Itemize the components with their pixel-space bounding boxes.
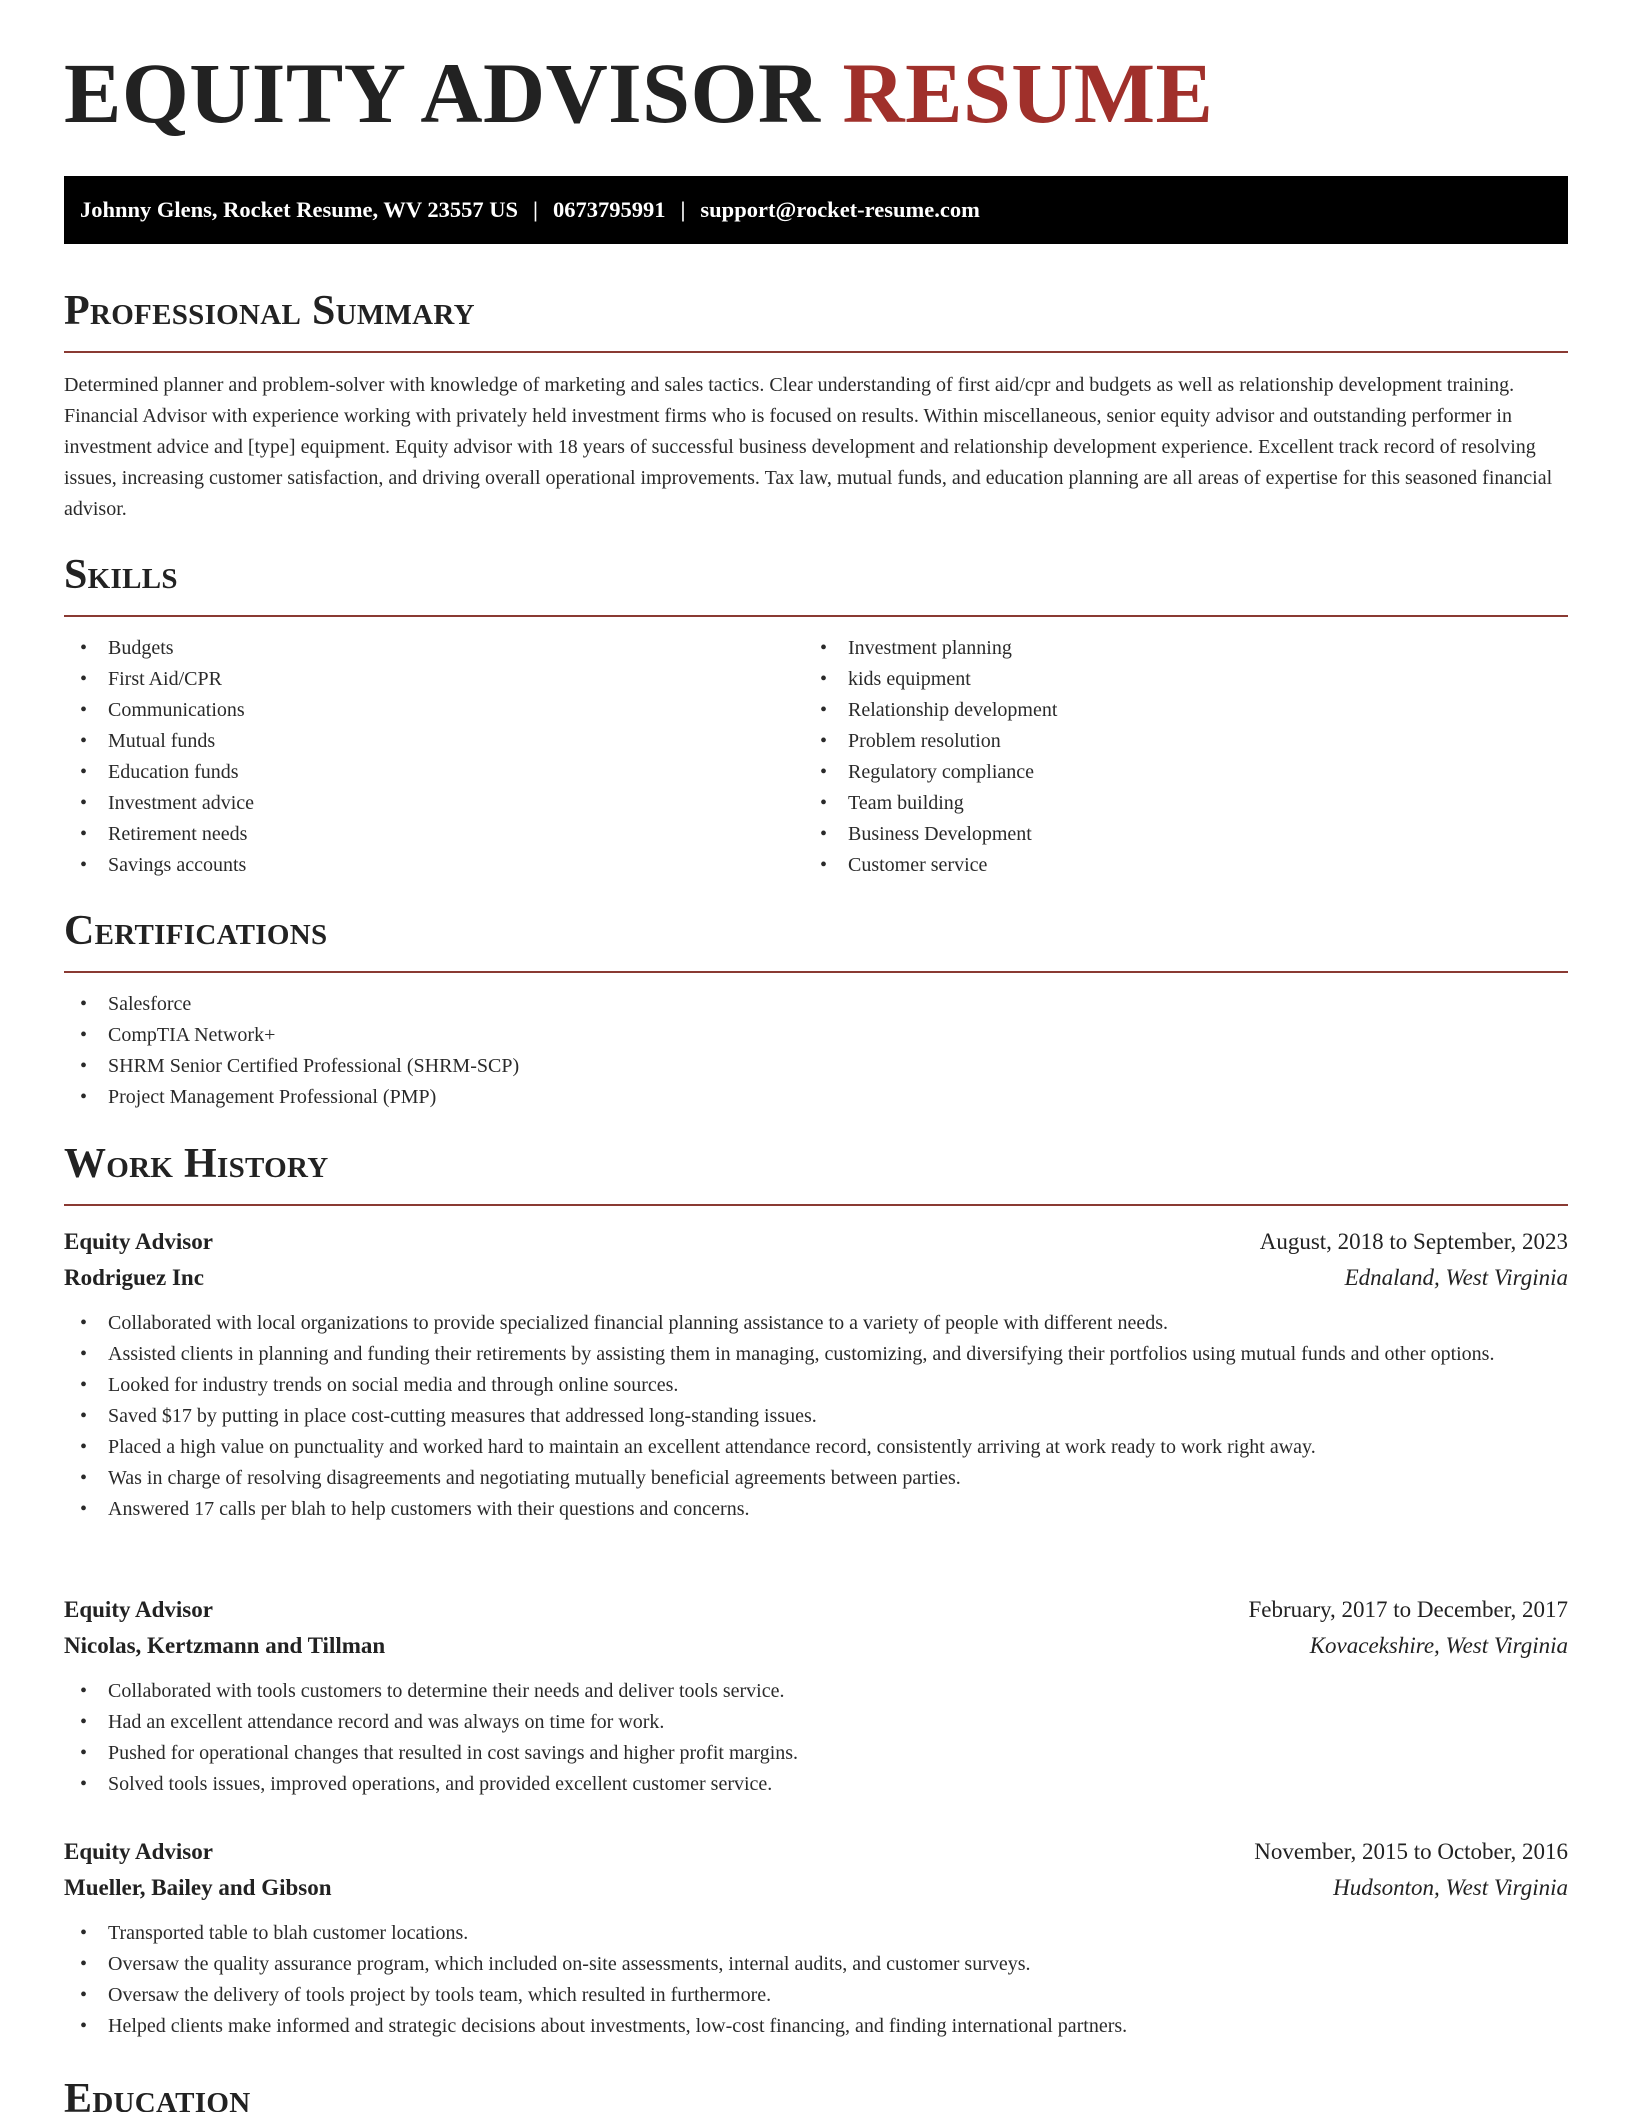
certification-item: • CompTIA Network+ <box>64 1020 1568 1051</box>
job-bullets <box>64 1918 1568 2042</box>
job-bullet: • Had an excellent attendance record and was always on time for work. <box>64 1707 1568 1738</box>
certifications-list-container <box>64 989 1568 1113</box>
skill-item: • Savings accounts <box>64 850 764 881</box>
section-divider <box>64 615 1568 617</box>
job-dates: February, 2017 to December, 2017 <box>1248 1597 1568 1622</box>
job-company: Rodriguez Inc <box>64 1265 204 1290</box>
summary-text: Determined planner and problem-solver with knowledge of marketing and sales tactics. Clear understanding of first aid/cpr and budgets as well as relationship development training. Financial Advisor with experience working with privately held investment firms who is focused on results. Within miscellaneous, senior equity advisor and outstanding performer in investment advice and [type] equipment. Equity advisor with 18 years of successful business development and relationship development experience. Excellent track record of resolving issues, increasing customer satisfaction, and driving overall operational improvements. Tax law, mutual funds, and education planning are all areas of expertise for this seasoned financial advisor. <box>64 374 1553 520</box>
certification-item: • SHRM Senior Certified Professional (SHRM-SCP) <box>64 1051 1568 1082</box>
contact-separator: | <box>532 197 538 222</box>
skills-section <box>64 554 1568 596</box>
job-bullet: • Collaborated with tools customers to determine their needs and deliver tools service. <box>64 1676 1568 1707</box>
job-bullet: • Helped clients make informed and strategic decisions about investments, low-cost financing, and finding international partners. <box>64 2011 1568 2042</box>
certifications-list <box>64 989 1568 1113</box>
skill-item: • Mutual funds <box>64 726 764 757</box>
skill-item: • Business Development <box>804 819 1504 850</box>
skill-item: • Education funds <box>64 757 764 788</box>
contact-bar <box>64 176 1568 244</box>
work-history-heading: Work History <box>64 1141 329 1187</box>
job-company-row <box>64 1870 1568 1906</box>
job-bullet: • Looked for industry trends on social media and through online sources. <box>64 1370 1568 1401</box>
resume-title <box>64 45 1214 141</box>
job-bullets <box>64 1676 1568 1800</box>
job-dates: November, 2015 to October, 2016 <box>1254 1839 1568 1864</box>
education-heading: Education <box>64 2076 251 2112</box>
section-divider <box>64 1204 1568 1206</box>
job-entry <box>64 1834 1568 2042</box>
job-location: Ednaland, West Virginia <box>1344 1265 1568 1290</box>
title-accent: RESUME <box>842 45 1214 141</box>
skill-item: • kids equipment <box>804 664 1504 695</box>
job-title: Equity Advisor <box>64 1597 213 1622</box>
job-bullet: • Answered 17 calls per blah to help customers with their questions and concerns. <box>64 1494 1568 1525</box>
certifications-heading: Certifications <box>64 908 328 954</box>
contact-email: support@rocket-resume.com <box>700 197 980 222</box>
skills-column-left <box>64 633 764 881</box>
skill-item: • Team building <box>804 788 1504 819</box>
skill-item: • Regulatory compliance <box>804 757 1504 788</box>
job-bullet: • Pushed for operational changes that resulted in cost savings and higher profit margins. <box>64 1738 1568 1769</box>
job-company-row <box>64 1260 1568 1296</box>
title-main: EQUITY ADVISOR <box>64 45 821 141</box>
job-title-row <box>64 1224 1568 1260</box>
contact-address: Johnny Glens, Rocket Resume, WV 23557 US <box>80 197 518 222</box>
skills-heading: Skills <box>64 552 178 598</box>
skills-column-right <box>804 633 1504 881</box>
skill-item: • First Aid/CPR <box>64 664 764 695</box>
job-bullet: • Oversaw the delivery of tools project by tools team, which resulted in furthermore. <box>64 1980 1568 2011</box>
job-title-row <box>64 1592 1568 1628</box>
job-bullet: • Saved $17 by putting in place cost-cutting measures that addressed long-standing issues. <box>64 1401 1568 1432</box>
job-location: Kovacekshire, West Virginia <box>1309 1633 1568 1658</box>
skill-item: • Customer service <box>804 850 1504 881</box>
contact-phone: 0673795991 <box>552 197 666 222</box>
contact-separator: | <box>680 197 686 222</box>
job-company: Mueller, Bailey and Gibson <box>64 1875 332 1900</box>
skill-item: • Investment planning <box>804 633 1504 664</box>
skill-item: • Problem resolution <box>804 726 1504 757</box>
skill-item: • Relationship development <box>804 695 1504 726</box>
certification-item: • Salesforce <box>64 989 1568 1020</box>
job-entry <box>64 1224 1568 1525</box>
job-title-row <box>64 1834 1568 1870</box>
education-section <box>64 2078 1568 2112</box>
job-bullet: • Oversaw the quality assurance program, which included on-site assessments, internal audits, and customer surveys. <box>64 1949 1568 1980</box>
job-bullet: • Was in charge of resolving disagreements and negotiating mutually beneficial agreements between parties. <box>64 1463 1568 1494</box>
job-entry <box>64 1592 1568 1800</box>
section-divider <box>64 351 1568 353</box>
job-bullet: • Assisted clients in planning and funding their retirements by assisting them in managing, customizing, and diversifying their portfolios using mutual funds and other options. <box>64 1339 1568 1370</box>
skills-list-left <box>64 633 764 881</box>
job-bullet: • Placed a high value on punctuality and worked hard to maintain an excellent attendance record, consistently arriving at work ready to work right away. <box>64 1432 1568 1463</box>
job-company-row <box>64 1628 1568 1664</box>
summary-section <box>64 290 1568 332</box>
work-history-section <box>64 1143 1568 1185</box>
summary-heading: Professional Summary <box>64 288 475 334</box>
certification-item: • Project Management Professional (PMP) <box>64 1082 1568 1113</box>
job-company: Nicolas, Kertzmann and Tillman <box>64 1633 386 1658</box>
job-bullet: • Solved tools issues, improved operations, and provided excellent customer service. <box>64 1769 1568 1800</box>
job-dates: August, 2018 to September, 2023 <box>1259 1229 1568 1254</box>
skill-item: • Investment advice <box>64 788 764 819</box>
job-title: Equity Advisor <box>64 1839 213 1864</box>
skill-item: • Retirement needs <box>64 819 764 850</box>
skills-list-right <box>804 633 1504 881</box>
section-divider <box>64 971 1568 973</box>
job-bullet: • Collaborated with local organizations to provide specialized financial planning assistance to a variety of people with different needs. <box>64 1308 1568 1339</box>
job-location: Hudsonton, West Virginia <box>1333 1875 1568 1900</box>
job-bullet: • Transported table to blah customer locations. <box>64 1918 1568 1949</box>
job-bullets <box>64 1308 1568 1525</box>
certifications-section <box>64 910 1568 952</box>
skill-item: • Communications <box>64 695 764 726</box>
skill-item: • Budgets <box>64 633 764 664</box>
job-title: Equity Advisor <box>64 1229 213 1254</box>
